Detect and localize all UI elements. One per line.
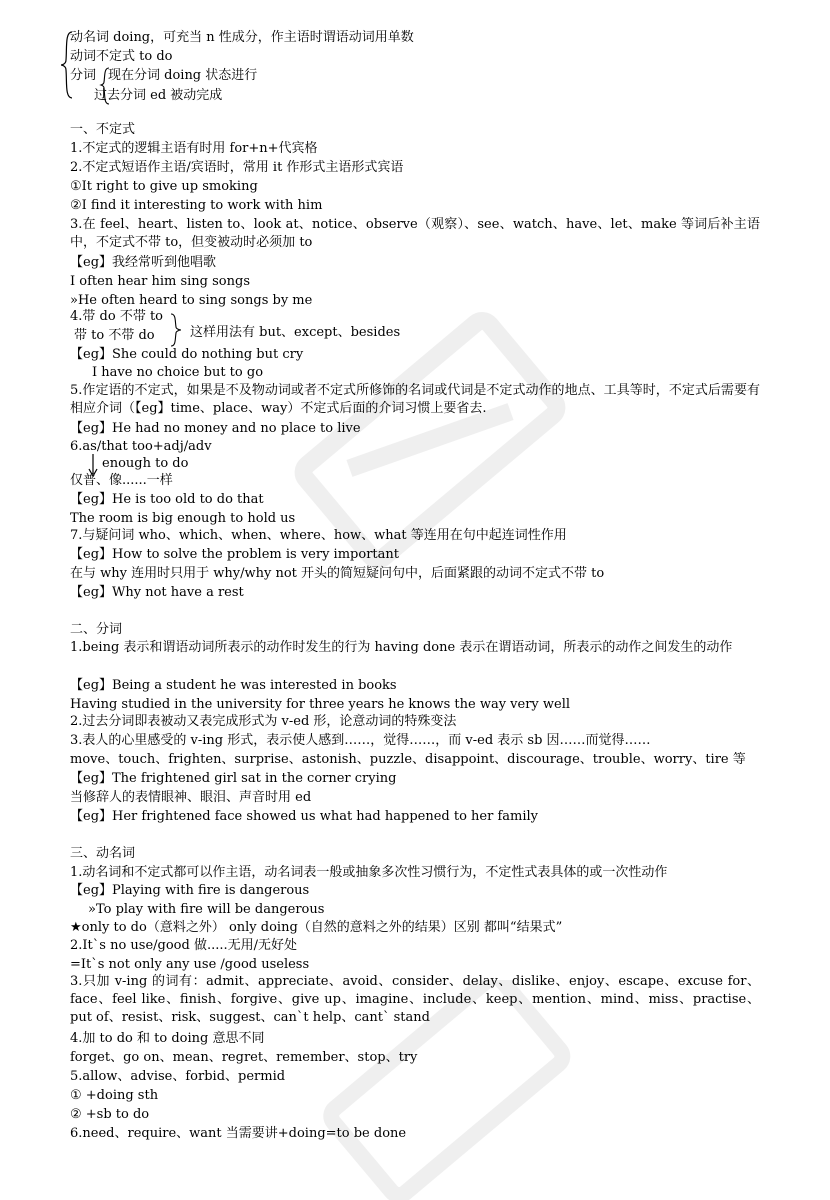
s1-point-6a: enough to do xyxy=(102,456,189,471)
s1-example-4e: I have no choice but to go xyxy=(92,365,264,380)
intro-line-participle: 分词 xyxy=(70,68,97,83)
s2-point-3c: 当修辞人的表情眼神、眼泪、声音时用 ed xyxy=(70,790,312,805)
s1-example-7a: 【eg】How to solve the problem is very important xyxy=(70,547,399,562)
s1-example-6d: The room is big enough to hold us xyxy=(70,511,296,526)
s3-point-4: 4.加 to do 和 to doing 意思不同 xyxy=(70,1031,265,1046)
s1-point-4c: 这样用法有 but、except、besides xyxy=(190,325,401,340)
intro-line-gerund: 动名词 doing，可充当 n 性成分，作主语时谓语动词用单数 xyxy=(70,30,414,45)
s1-example-5a: 【eg】He had no money and no place to live xyxy=(70,421,361,436)
section-heading-gerund: 三、动名词 xyxy=(70,846,136,861)
s1-point-6: 6.as/that too+adj/adv xyxy=(70,439,212,454)
s1-point-7b: 在与 why 连用时只用于 why/why not 开头的简短疑问句中，后面紧跟的动词不定式不带 to xyxy=(70,566,605,581)
section-heading-participle: 二、分词 xyxy=(70,622,123,637)
s3-point-1: 1.动名词和不定式都可以作主语，动名词表一般或抽象多次性习惯行为，不定性式表具体的或一次性动作 xyxy=(70,865,668,880)
s3-point-6: 6.need、require、want 当需要讲+doing=to be done xyxy=(70,1126,407,1141)
s1-example-3a: 【eg】我经常听到他唱歌 xyxy=(70,255,217,270)
s2-example-1b: Having studied in the university for three years he knows the way very well xyxy=(70,697,571,712)
s3-example-1b: »To play with fire will be dangerous xyxy=(88,902,325,917)
s1-example-3b: I often hear him sing songs xyxy=(70,274,251,289)
s2-point-3: 3.表人的心里感受的 v-ing 形式，表示使人感到……，觉得……，而 v-ed 表示 sb 因……而觉得…… xyxy=(70,733,651,748)
s3-point-4a: forget、go on、mean、regret、remember、stop、try xyxy=(70,1050,418,1065)
s1-point-7: 7.与疑问词 who、which、when、where、how、what 等连用在句中起连词性作用 xyxy=(70,528,567,543)
intro-line-present-participle: 现在分词 doing 状态进行 xyxy=(108,68,258,83)
s1-point-6b: 仅普、像......一样 xyxy=(70,473,173,488)
s2-example-3d: 【eg】Her frightened face showed us what had happened to her family xyxy=(70,809,539,824)
s1-example-7c: 【eg】Why not have a rest xyxy=(70,585,244,600)
s1-example-6c: 【eg】He is too old to do that xyxy=(70,492,264,507)
s1-point-4a: 4.带 do 不带 to xyxy=(70,309,163,324)
s1-example-2b: ②I find it interesting to work with him xyxy=(70,198,323,213)
s1-point-2: 2.不定式短语作主语/宾语时，常用 it 作形式主语形式宾语 xyxy=(70,160,404,175)
s3-point-3: 3.只加 v-ing 的词有：admit、appreciate、avoid、consider、delay、dislike、enjoy、escape、excuse for、face、feel like、finish、forgive、give up、imagine、include、keep、mention、mind、miss、practise、put of、resist、risk、suggest、can`t help、cant` stand xyxy=(70,974,760,1025)
point-4-brace xyxy=(170,312,182,348)
s1-point-1: 1.不定式的逻辑主语有时用 for+n+代宾格 xyxy=(70,141,318,156)
s1-example-2a: ①It right to give up smoking xyxy=(70,179,258,194)
s2-example-3b: 【eg】The frightened girl sat in the corner crying xyxy=(70,771,397,786)
intro-line-infinitive: 动词不定式 to do xyxy=(70,49,173,64)
s3-point-5: 5.allow、advise、forbid、permid xyxy=(70,1069,286,1084)
s2-point-2: 2.过去分词即表被动又表完成形式为 v-ed 形，论意动词的特殊变法 xyxy=(70,714,457,729)
s1-example-3c: »He often heard to sing songs by me xyxy=(70,293,313,308)
s2-point-3a: move、touch、frighten、surprise、astonish、puzzle、disappoint、discourage、trouble、worry、tire 等 xyxy=(70,752,746,767)
s1-example-4d: 【eg】She could do nothing but cry xyxy=(70,347,304,362)
s2-example-1a: 【eg】Being a student he was interested in books xyxy=(70,678,397,693)
s1-point-5: 5.作定语的不定式，如果是不及物动词或者不定式所修饰的名词或代词是不定式动作的地点、工具等时，不定式后需要有相应介词（【eg】time、place、way）不定式后面的介词习惯上要省去. xyxy=(70,383,760,416)
s3-point-5a: ① +doing sth xyxy=(70,1088,159,1103)
s3-point-1c: ★only to do（意料之外） only doing（自然的意料之外的结果）区别 都叫“结果式” xyxy=(70,920,563,935)
s3-example-1a: 【eg】Playing with fire is dangerous xyxy=(70,883,310,898)
s3-point-5b: ② +sb to do xyxy=(70,1107,150,1122)
s2-point-1: 1.being 表示和谓语动词所表示的动作时发生的行为 having done 表示在谓语动词，所表示的动作之间发生的动作 xyxy=(70,640,733,655)
s1-point-3: 3.在 feel、heart、listen to、look at、notice、observe（观察）、see、watch、have、let、make 等词后补主语中，不定式不带 to，但变被动时必须加 to xyxy=(70,217,760,250)
s3-point-2: 2.It`s no use/good 做.....无用/无好处 xyxy=(70,938,297,953)
intro-line-past-participle: 过去分词 ed 被动完成 xyxy=(94,88,223,103)
s3-point-2a: =It`s not only any use /good useless xyxy=(70,957,310,972)
section-heading-infinitive: 一、不定式 xyxy=(70,122,136,137)
s1-point-4b: 带 to 不带 do xyxy=(74,328,155,343)
